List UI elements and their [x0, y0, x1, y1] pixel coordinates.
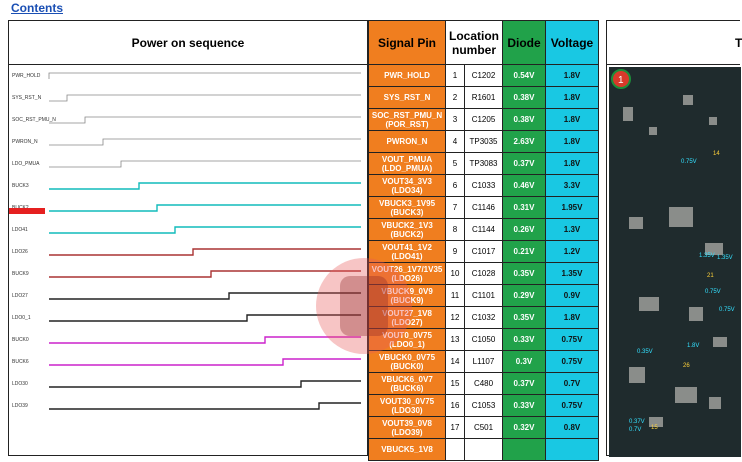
board-label: 26	[683, 363, 690, 369]
board-photo-panel	[606, 20, 740, 456]
diode-cell: 0.54V	[503, 65, 546, 87]
signal-trace	[49, 403, 361, 409]
voltage-cell: 1.8V	[546, 109, 599, 131]
signal-pin-cell: VBUCK5_1V8	[369, 439, 446, 461]
step-marker-label: 1	[618, 75, 624, 86]
location-cell	[465, 439, 503, 461]
location-cell: C1101	[465, 285, 503, 307]
timing-diagram	[9, 65, 367, 457]
signal-label: BUCK3	[12, 183, 29, 189]
diode-cell: 0.26V	[503, 219, 546, 241]
diode-cell: 0.38V	[503, 87, 546, 109]
signal-pin-cell: PWR_HOLD	[369, 65, 446, 87]
header-voltage: Voltage	[546, 21, 599, 65]
diode-cell: 0.46V	[503, 175, 546, 197]
voltage-cell: 0.75V	[546, 351, 599, 373]
signal-label: LDO26	[12, 249, 28, 255]
board-label: 0.75V	[719, 307, 735, 313]
board-label: 0.75V	[705, 289, 721, 295]
board-label: 0.75V	[681, 159, 697, 165]
voltage-cell: 3.3V	[546, 175, 599, 197]
signal-pin-cell: VOUT0_0V75 (LDO0_1)	[369, 329, 446, 351]
voltage-cell: 1.35V	[546, 263, 599, 285]
location-cell: C1202	[465, 65, 503, 87]
signal-trace	[49, 205, 361, 211]
signal-trace	[49, 315, 361, 321]
table-row	[369, 153, 599, 175]
index-cell: 4	[446, 131, 465, 153]
location-cell: C1053	[465, 395, 503, 417]
voltage-cell: 0.9V	[546, 285, 599, 307]
board-label: 0.35V	[637, 349, 653, 355]
board-label: 1.35V	[699, 253, 715, 259]
table-row	[369, 395, 599, 417]
signal-label: SYS_RST_N	[12, 95, 42, 101]
pcb-component	[669, 207, 693, 227]
index-cell: 12	[446, 307, 465, 329]
location-cell: C1028	[465, 263, 503, 285]
signal-pin-cell: VOUT39_0V8 (LDO39)	[369, 417, 446, 439]
diode-cell: 2.63V	[503, 131, 546, 153]
index-cell: 5	[446, 153, 465, 175]
voltage-cell: 0.75V	[546, 395, 599, 417]
voltage-cell: 1.8V	[546, 87, 599, 109]
contents-link[interactable]: Contents	[11, 1, 63, 15]
signal-pin-cell: VOUT34_3V3 (LDO34)	[369, 175, 446, 197]
power-on-sequence-title: Power on sequence	[9, 21, 367, 65]
signal-label: PWR_HOLD	[12, 73, 41, 79]
diode-cell: 0.37V	[503, 373, 546, 395]
signal-table	[368, 20, 599, 461]
diode-cell: 0.21V	[503, 241, 546, 263]
diode-cell	[503, 439, 546, 461]
table-row	[369, 219, 599, 241]
index-cell: 8	[446, 219, 465, 241]
signal-trace	[49, 227, 361, 233]
signal-trace	[49, 117, 361, 123]
table-row	[369, 417, 599, 439]
table-row	[369, 241, 599, 263]
signal-label: BUCK0	[12, 337, 29, 343]
diode-cell: 0.32V	[503, 417, 546, 439]
index-cell: 14	[446, 351, 465, 373]
signal-pin-cell: VBUCK2_1V3 (BUCK2)	[369, 219, 446, 241]
table-row	[369, 439, 599, 461]
voltage-cell: 1.8V	[546, 307, 599, 329]
index-cell: 16	[446, 395, 465, 417]
signal-trace	[49, 161, 361, 167]
signal-trace	[49, 183, 361, 189]
signal-pin-cell: VOUT_PMUA (LDO_PMUA)	[369, 153, 446, 175]
voltage-cell: 0.7V	[546, 373, 599, 395]
index-cell: 11	[446, 285, 465, 307]
board-label: 21	[707, 273, 714, 279]
table-row	[369, 351, 599, 373]
board-label: 0.7V	[629, 427, 642, 433]
location-cell: C1146	[465, 197, 503, 219]
location-cell: TP3035	[465, 131, 503, 153]
location-cell: C1205	[465, 109, 503, 131]
location-cell: R1601	[465, 87, 503, 109]
index-cell: 17	[446, 417, 465, 439]
signal-pin-cell: VOUT30_0V75 (LDO30)	[369, 395, 446, 417]
signal-label: BUCK9	[12, 271, 29, 277]
location-cell: C1144	[465, 219, 503, 241]
index-cell: 15	[446, 373, 465, 395]
pcb-component	[629, 217, 643, 229]
board-label: 14	[713, 151, 720, 157]
board-label: 15	[651, 425, 658, 431]
watermark-logo	[316, 258, 412, 354]
signal-pin-cell: VBUCK3_1V95 (BUCK3)	[369, 197, 446, 219]
index-cell: 7	[446, 197, 465, 219]
signal-trace	[49, 381, 361, 387]
signal-trace	[49, 359, 361, 365]
signal-label: LDO41	[12, 227, 28, 233]
diode-cell: 0.38V	[503, 109, 546, 131]
index-cell: 9	[446, 241, 465, 263]
table-row	[369, 197, 599, 219]
index-cell: 1	[446, 65, 465, 87]
voltage-cell: 1.8V	[546, 65, 599, 87]
header-location-number: Location number	[446, 21, 503, 65]
board-label: 1.8V	[687, 343, 700, 349]
voltage-cell	[546, 439, 599, 461]
pcb-drawing	[609, 67, 741, 457]
signal-label: LDO_PMUA	[12, 161, 40, 167]
header-diode: Diode	[503, 21, 546, 65]
board-photo-title: T	[607, 21, 740, 65]
table-row	[369, 131, 599, 153]
pcb-component	[689, 307, 703, 321]
signal-trace	[49, 139, 361, 145]
signal-pin-cell: VBUCK0_0V75 (BUCK0)	[369, 351, 446, 373]
table-row	[369, 65, 599, 87]
index-cell: 6	[446, 175, 465, 197]
signal-trace	[49, 73, 361, 79]
signal-pin-cell: VOUT26_1V7/1V35 (LDO26)	[369, 263, 446, 285]
diode-cell: 0.37V	[503, 153, 546, 175]
location-cell: C1033	[465, 175, 503, 197]
signal-trace	[49, 95, 361, 101]
index-cell: 10	[446, 263, 465, 285]
pcb-component	[629, 367, 645, 383]
signal-trace	[49, 249, 361, 255]
location-cell: C480	[465, 373, 503, 395]
pcb-component	[713, 337, 727, 347]
power-sequence-sheet	[8, 20, 740, 456]
location-cell: C1017	[465, 241, 503, 263]
board-label: 1.35V	[717, 255, 733, 261]
diode-cell: 0.33V	[503, 329, 546, 351]
diode-cell: 0.29V	[503, 285, 546, 307]
location-cell: TP3083	[465, 153, 503, 175]
voltage-cell: 0.8V	[546, 417, 599, 439]
signal-trace	[49, 337, 361, 343]
pcb-component	[639, 297, 659, 311]
pcb-component	[649, 127, 657, 135]
pcb-component	[709, 397, 721, 409]
signal-label: LDO30	[12, 381, 28, 387]
signal-label: PWRON_N	[12, 139, 38, 145]
location-cell: C1050	[465, 329, 503, 351]
signal-pin-cell: VOUT41_1V2 (LDO41)	[369, 241, 446, 263]
pcb-component	[683, 95, 693, 105]
signal-pin-cell: SOC_RST_PMU_N (POR_RST)	[369, 109, 446, 131]
voltage-cell: 1.2V	[546, 241, 599, 263]
board-label: 0.37V	[629, 419, 645, 425]
highlight-marker	[9, 208, 45, 214]
table-row	[369, 87, 599, 109]
table-row	[369, 109, 599, 131]
index-cell: 13	[446, 329, 465, 351]
location-cell: C1032	[465, 307, 503, 329]
signal-pin-cell: VOUT27_1V8 (LDO27)	[369, 307, 446, 329]
voltage-cell: 1.8V	[546, 131, 599, 153]
pcb-photo	[609, 67, 741, 457]
signal-label: LDO0_1	[12, 315, 31, 321]
signal-label: BUCK6	[12, 359, 29, 365]
location-cell: C501	[465, 417, 503, 439]
index-cell	[446, 439, 465, 461]
power-on-sequence-panel	[8, 20, 368, 456]
signal-label: LDO39	[12, 403, 28, 409]
voltage-cell: 1.8V	[546, 153, 599, 175]
signal-label: LDO27	[12, 293, 28, 299]
signal-pin-cell: VBUCK9_0V9 (BUCK9)	[369, 285, 446, 307]
voltage-cell: 0.75V	[546, 329, 599, 351]
signal-trace	[49, 271, 361, 277]
index-cell: 3	[446, 109, 465, 131]
diode-cell: 0.33V	[503, 395, 546, 417]
diode-cell: 0.3V	[503, 351, 546, 373]
voltage-cell: 1.95V	[546, 197, 599, 219]
pcb-component	[675, 387, 697, 403]
diode-cell: 0.35V	[503, 263, 546, 285]
pcb-component	[623, 107, 633, 121]
signal-pin-cell: SYS_RST_N	[369, 87, 446, 109]
table-row	[369, 373, 599, 395]
signal-pin-cell: PWRON_N	[369, 131, 446, 153]
pcb-component	[709, 117, 717, 125]
signal-pin-cell: VBUCK6_0V7 (BUCK6)	[369, 373, 446, 395]
diode-cell: 0.35V	[503, 307, 546, 329]
index-cell: 2	[446, 87, 465, 109]
signal-label: SOC_RST_PMU_N	[12, 117, 56, 123]
header-signal-pin: Signal Pin	[369, 21, 446, 65]
voltage-cell: 1.3V	[546, 219, 599, 241]
location-cell: L1107	[465, 351, 503, 373]
signal-trace	[49, 293, 361, 299]
table-row	[369, 175, 599, 197]
diode-cell: 0.31V	[503, 197, 546, 219]
